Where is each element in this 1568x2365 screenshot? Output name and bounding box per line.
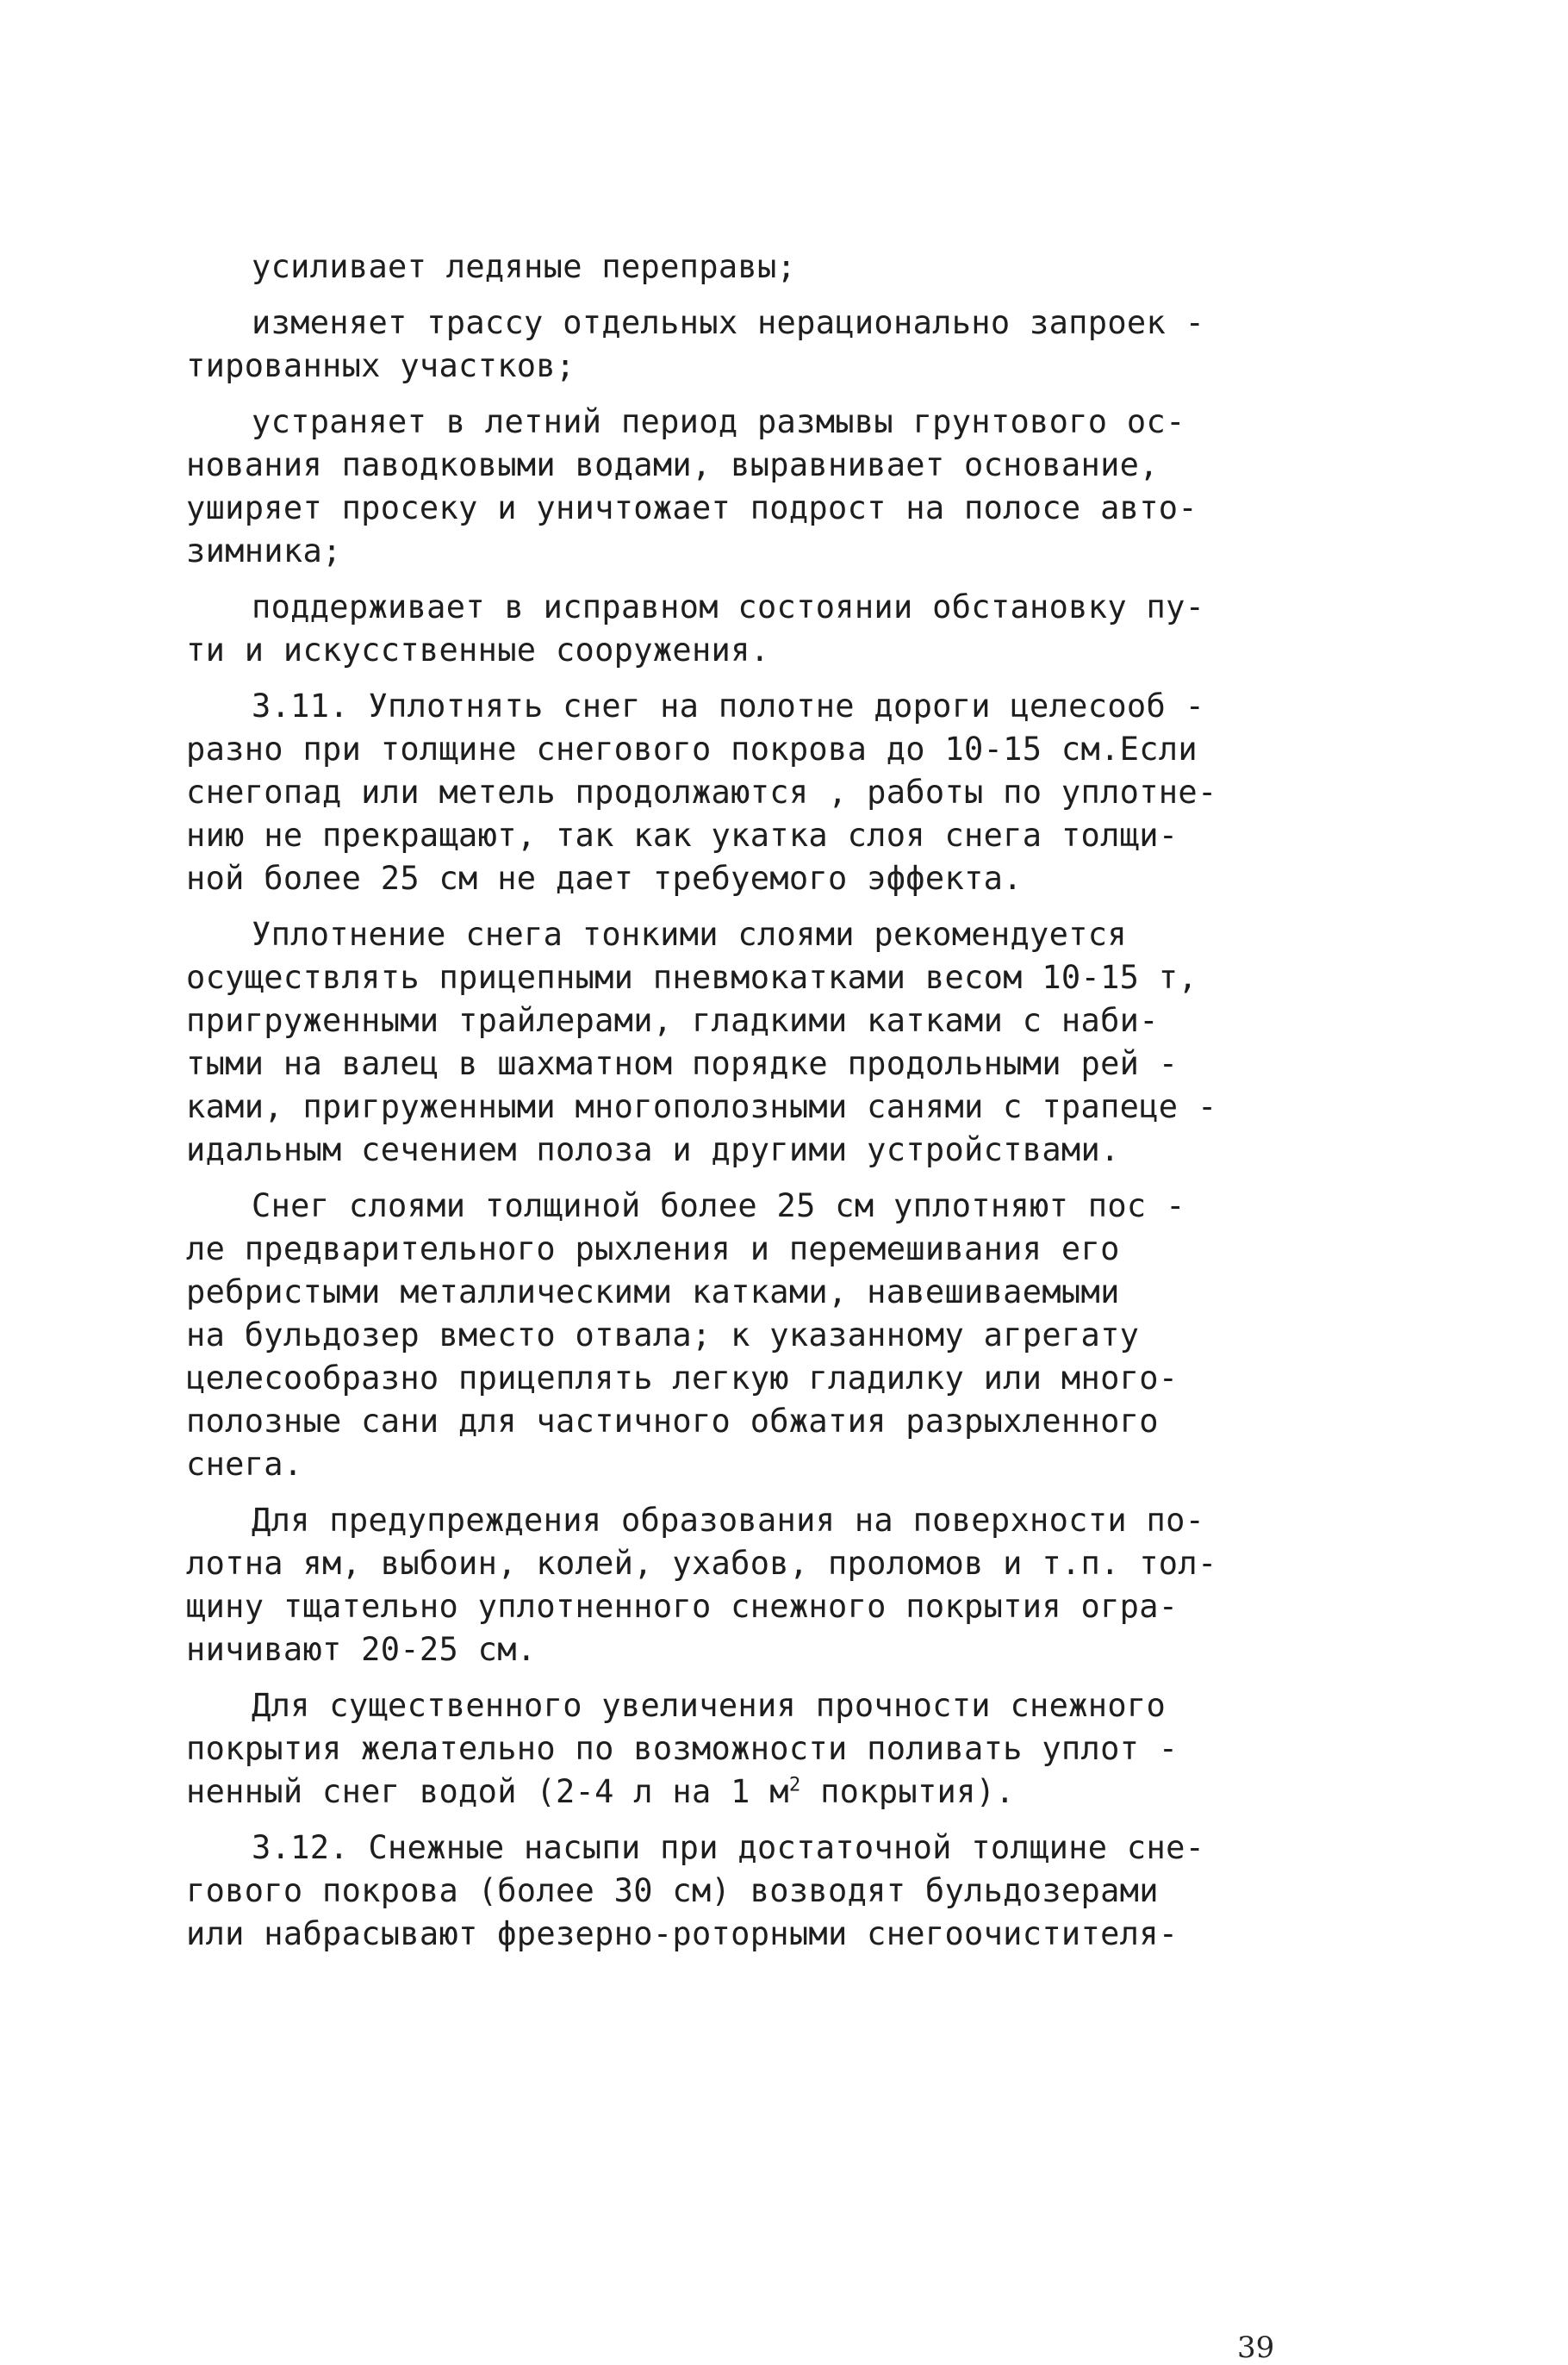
text-line-content: изменяет трассу отдельных нерационально запроек -	[252, 304, 1205, 341]
text-line	[186, 530, 1323, 573]
text-line	[186, 685, 1323, 728]
text-line-content: лотна ям, выбоин, колей, ухабов, проломов и т.п. тол-	[186, 1545, 1217, 1582]
body-text	[186, 246, 1323, 1956]
text-line	[186, 814, 1323, 857]
text-line-content: ненный снег водой (2-4 л на 1 м	[186, 1773, 789, 1810]
paragraph-gap	[186, 573, 1323, 586]
text-line	[186, 857, 1323, 900]
text-line	[186, 1913, 1323, 1956]
text-line	[186, 302, 1323, 345]
text-line	[186, 728, 1323, 771]
text-line-content: Уплотнение снега тонкими слоями рекомендуется	[252, 916, 1127, 953]
text-line	[186, 487, 1323, 530]
text-line-content: или набрасывают фрезерно-роторными снегоочистителя-	[186, 1915, 1179, 1952]
paragraph-gap	[186, 1172, 1323, 1185]
text-line-content: поддерживает в исправном состоянии обстановку пу-	[252, 588, 1205, 625]
text-line	[186, 1400, 1323, 1443]
text-line-content: разно при толщине снегового покрова до 10-15 см.Если	[186, 731, 1198, 768]
text-line	[186, 1042, 1323, 1086]
text-line-content: целесообразно прицеплять легкую гладилку или много-	[186, 1360, 1179, 1397]
text-line	[186, 1684, 1323, 1727]
text-line	[186, 1228, 1323, 1271]
text-line	[186, 444, 1323, 487]
text-line	[186, 771, 1323, 814]
text-line	[186, 1628, 1323, 1671]
text-line	[186, 1727, 1323, 1771]
text-line-content: уширяет просеку и уничтожает подрост на полосе авто-	[186, 489, 1198, 526]
text-line-content: Для предупреждения образования на поверхности по-	[252, 1502, 1205, 1539]
text-line	[186, 1086, 1323, 1129]
text-line	[186, 1827, 1323, 1870]
text-line	[186, 586, 1323, 629]
text-line	[186, 956, 1323, 999]
text-line-content: тыми на валец в шахматном порядке продольными рей -	[186, 1045, 1179, 1082]
text-line-content: нования паводковыми водами, выравнивает основание,	[186, 446, 1159, 483]
text-line-content: тированных участков;	[186, 347, 576, 384]
paragraph-gap	[186, 1671, 1323, 1684]
text-line	[186, 1870, 1323, 1913]
text-line-content: зимника;	[186, 532, 342, 569]
text-line-content: снега.	[186, 1446, 303, 1483]
text-line-content: щину тщательно уплотненного снежного покрытия огра-	[186, 1588, 1179, 1625]
paragraph-gap	[186, 388, 1323, 401]
text-line-content: пригруженными трайлерами, гладкими катками с наби-	[186, 1002, 1159, 1039]
text-line-content: устраняет в летний период размывы грунтового ос-	[252, 403, 1185, 440]
text-line-content: ти и искусственные сооружения.	[186, 632, 770, 669]
text-line-content: ле предварительного рыхления и перемешивания его	[186, 1230, 1120, 1267]
text-line-content: осуществлять прицепными пневмокатками весом 10-15 т,	[186, 959, 1198, 996]
text-line	[186, 1314, 1323, 1357]
text-line	[186, 999, 1323, 1042]
text-line-content: 3.12. Снежные насыпи при достаточной толщине сне-	[252, 1829, 1205, 1866]
text-line	[186, 246, 1323, 289]
text-line	[186, 1271, 1323, 1314]
text-line-content: усиливает ледяные переправы;	[252, 248, 797, 285]
text-line-content: ной более 25 см не дает требуемого эффекта.	[186, 860, 1023, 897]
text-line	[186, 1499, 1323, 1542]
text-line-content: снегопад или метель продолжаются , работы по уплотне-	[186, 774, 1217, 811]
text-line-content: гового покрова (более 30 см) возводят бульдозерами	[186, 1872, 1159, 1909]
text-line	[186, 401, 1323, 444]
text-line	[186, 1185, 1323, 1228]
text-line-tail: покрытия).	[800, 1773, 1015, 1810]
text-line-content: нию не прекращают, так как укатка слоя снега толщи-	[186, 817, 1179, 854]
text-line	[186, 1443, 1323, 1486]
superscript: 2	[788, 1773, 801, 1796]
text-line-content: Для существенного увеличения прочности снежного	[252, 1687, 1167, 1724]
page-number: 39	[1237, 2331, 1275, 2365]
text-line-content: полозные сани для частичного обжатия разрыхленного	[186, 1403, 1159, 1440]
text-line-content: покрытия желательно по возможности поливать уплот -	[186, 1730, 1179, 1767]
paragraph-gap	[186, 289, 1323, 302]
paragraph-gap	[186, 1814, 1323, 1827]
text-line-content: 3.11. Уплотнять снег на полотне дороги целесооб -	[252, 688, 1205, 725]
text-line-content: ками, пригруженными многополозными санями с трапеце -	[186, 1088, 1217, 1125]
text-line	[186, 1129, 1323, 1172]
text-line-content: ничивают 20-25 см.	[186, 1631, 537, 1668]
text-line	[186, 1357, 1323, 1400]
paragraph-gap	[186, 1486, 1323, 1499]
text-line	[186, 1585, 1323, 1628]
text-line	[186, 345, 1323, 388]
text-line	[186, 1771, 1323, 1814]
text-line-content: на бульдозер вместо отвала; к указанному агрегату	[186, 1316, 1140, 1354]
text-line	[186, 1542, 1323, 1585]
paragraph-gap	[186, 900, 1323, 913]
text-line-content: идальным сечением полоза и другими устройствами.	[186, 1131, 1120, 1168]
text-line-content: ребристыми металлическими катками, навешиваемыми	[186, 1273, 1120, 1310]
text-line-content: Снег слоями толщиной более 25 см уплотняют пос -	[252, 1187, 1185, 1224]
text-line	[186, 913, 1323, 956]
paragraph-gap	[186, 672, 1323, 685]
text-line	[186, 629, 1323, 672]
